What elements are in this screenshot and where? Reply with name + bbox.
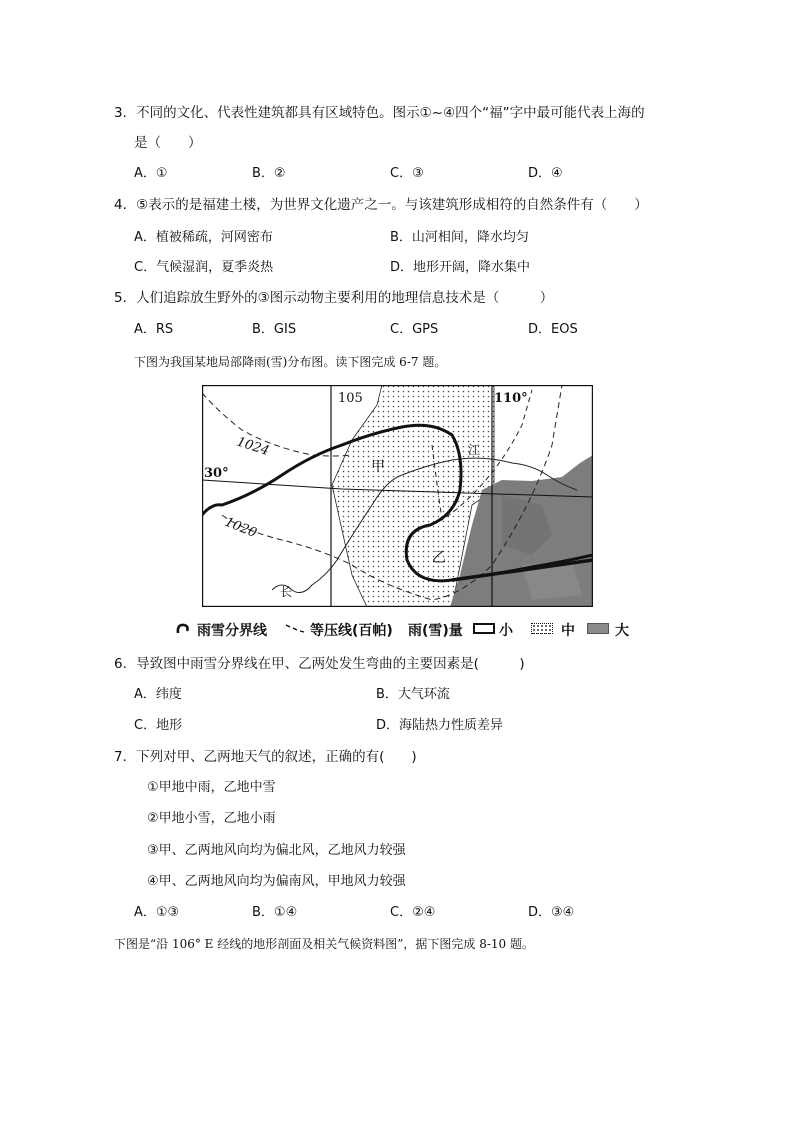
q3-stem-line2: 是（ ）	[134, 135, 202, 151]
q6-stem: 6．导致图中雨雪分界线在甲、乙两处发生弯曲的主要因素是( )	[114, 656, 525, 672]
q4-option-d: D．地形开阔，降水集中	[390, 260, 531, 275]
q6-option-c: C．地形	[134, 718, 183, 733]
legend-small-label: 小	[499, 623, 513, 639]
q7-stem: 7．下列对甲、乙两地天气的叙述，正确的有( )	[114, 749, 417, 765]
q4-option-c: C．气候湿润，夏季炎热	[134, 260, 274, 275]
q6-option-b: B．大气环流	[376, 687, 450, 702]
q6-option-a: A．纬度	[134, 687, 182, 702]
intro-q6-q7: 下图为我国某地局部降雨(雪)分布图。读下图完成 6-7 题。	[134, 355, 447, 369]
label-1024: 1024	[234, 434, 271, 460]
q3-option-a: A．①	[134, 166, 168, 181]
legend-large-swatch	[587, 623, 609, 634]
q7-option-b: B．①④	[252, 905, 298, 920]
label-yi: 乙	[432, 550, 446, 566]
isobar-1024	[202, 393, 352, 456]
q7-statement-2: ②甲地小雪，乙地小雨	[147, 811, 276, 826]
q3-stem-line1: 3．不同的文化、代表性建筑都具有区域特色。图示①~④四个“福”字中最可能代表上海的	[114, 105, 645, 121]
q7-option-d: D．③④	[528, 905, 575, 920]
q4-option-b: B．山河相间，降水均匀	[390, 230, 529, 245]
boundary-legend-icon	[175, 621, 195, 635]
q3-option-c: C．③	[390, 166, 424, 181]
label-1020: 1020	[222, 514, 259, 542]
label-jia: 甲	[371, 459, 385, 475]
legend-isobar-label: 等压线(百帕)	[310, 623, 393, 639]
map-svg	[202, 385, 593, 607]
legend-amount-label: 雨(雪)量	[408, 623, 463, 639]
precipitation-map	[202, 385, 593, 607]
q3-option-d: D．④	[528, 166, 563, 181]
label-105: 105	[338, 391, 363, 406]
q4-option-a: A．植被稀疏，河网密布	[134, 230, 273, 245]
q7-option-c: C．②④	[390, 905, 436, 920]
label-110: 110°	[494, 391, 528, 406]
q3-option-b: B．②	[252, 166, 286, 181]
label-chang: 长	[280, 585, 293, 599]
q7-statement-1: ①甲地中雨，乙地中雪	[147, 780, 276, 795]
q5-option-b: B．GIS	[252, 322, 297, 337]
q7-statement-4: ④甲、乙两地风向均为偏南风，甲地风力较强	[147, 874, 406, 889]
q5-stem: 5．人们追踪放生野外的③图示动物主要利用的地理信息技术是（ ）	[114, 290, 554, 306]
label-30: 30°	[204, 466, 229, 481]
q7-statement-3: ③甲、乙两地风向均为偏北风，乙地风力较强	[147, 843, 406, 858]
q7-option-a: A．①③	[134, 905, 180, 920]
q4-stem: 4．⑤表示的是福建土楼，为世界文化遗产之一。与该建筑形成相符的自然条件有（ ）	[114, 197, 648, 213]
q5-option-a: A．RS	[134, 322, 174, 337]
q6-option-d: D．海陆热力性质差异	[376, 718, 504, 733]
q5-option-d: D．EOS	[528, 322, 578, 337]
legend-medium-swatch	[531, 623, 553, 634]
legend-medium-label: 中	[561, 623, 575, 639]
isobar-legend-icon	[285, 622, 307, 634]
legend-boundary-label: 雨雪分界线	[197, 623, 267, 639]
legend-large-label: 大	[615, 623, 629, 639]
map-legend	[175, 618, 635, 640]
q5-option-c: C．GPS	[390, 322, 439, 337]
legend-small-swatch	[473, 623, 495, 634]
label-jiang: 江	[468, 443, 481, 457]
intro-q8-q10: 下图是“沿 106° E 经线的地形剖面及相关气候资料图”，据下图完成 8-10 题。	[114, 937, 534, 951]
